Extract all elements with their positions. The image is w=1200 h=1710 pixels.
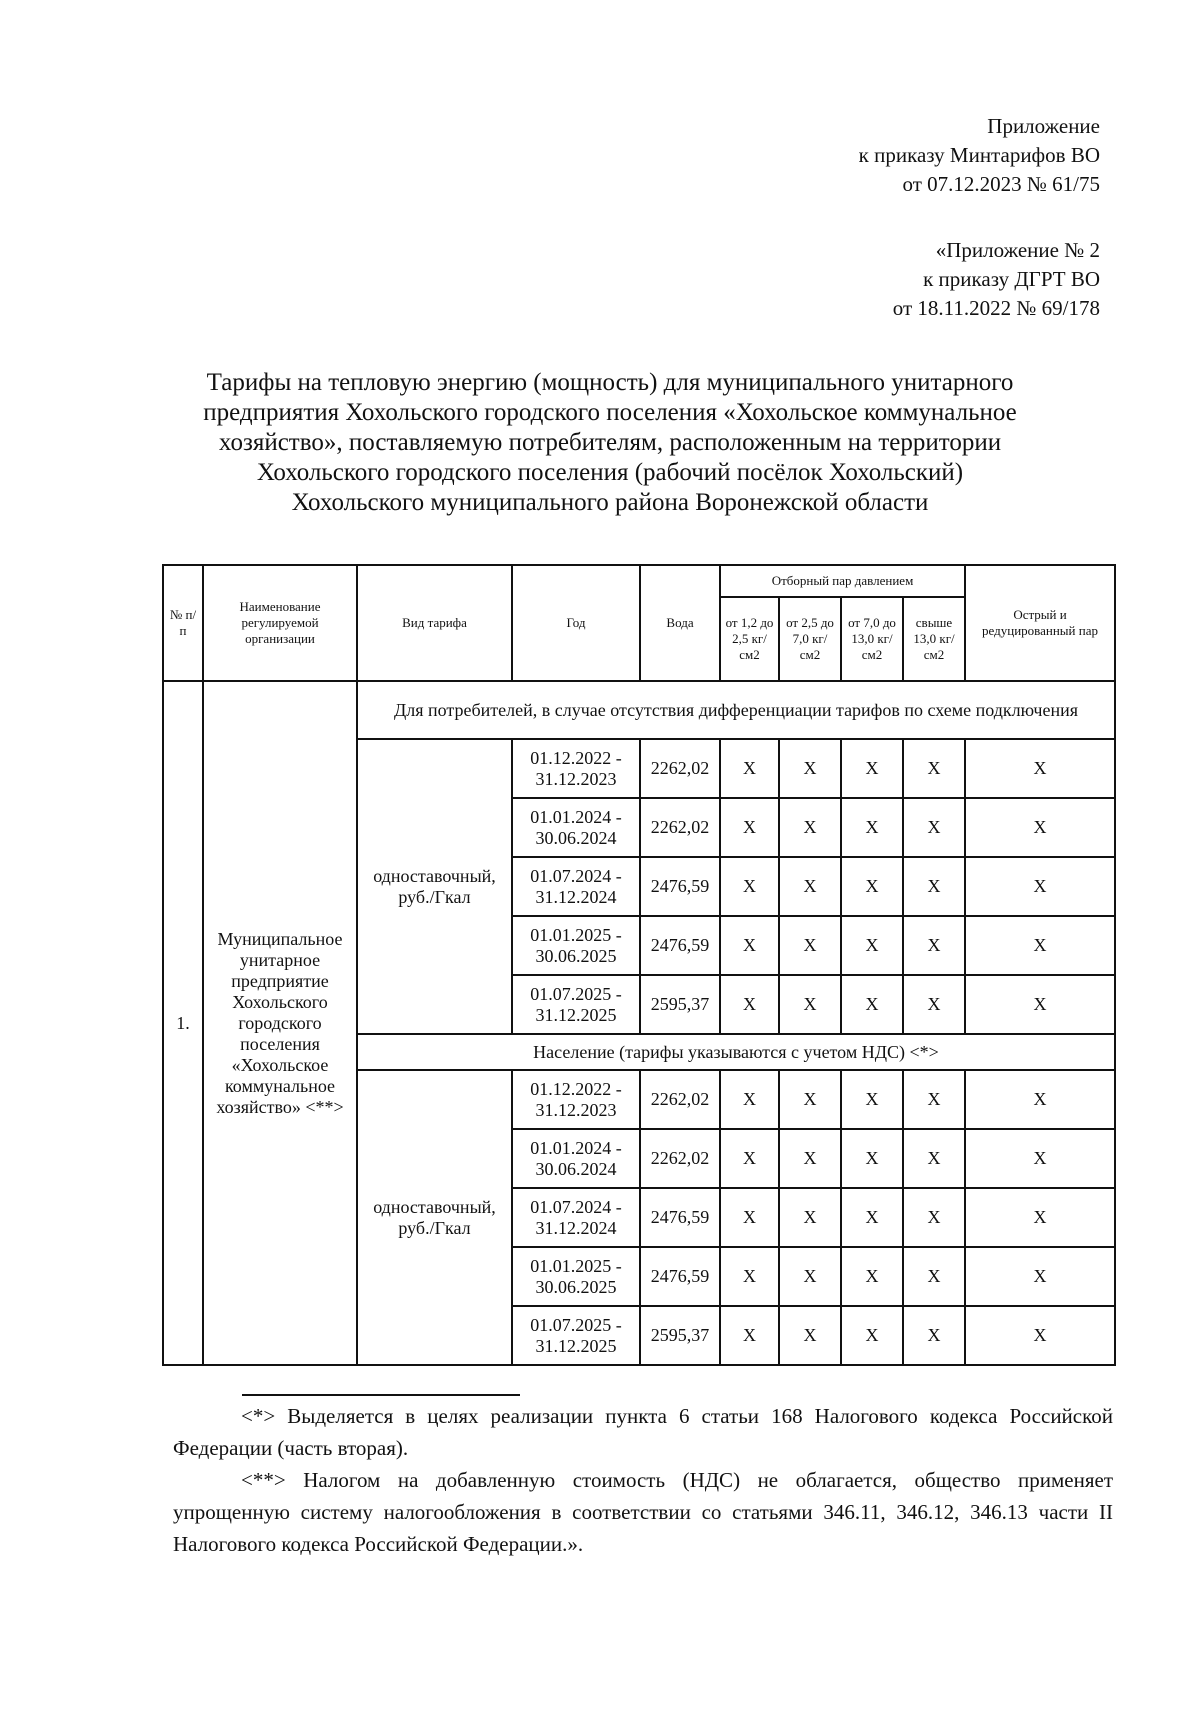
p4-cell: X bbox=[903, 1247, 965, 1306]
year-cell: 01.01.2024 - 30.06.2024 bbox=[512, 1129, 640, 1188]
water-cell: 2262,02 bbox=[640, 1129, 720, 1188]
year-cell: 01.12.2022 - 31.12.2023 bbox=[512, 739, 640, 798]
p2-cell: X bbox=[779, 1070, 841, 1129]
section2-title: Население (тарифы указываются с учетом НДС) <*> bbox=[357, 1034, 1115, 1070]
p1-cell: X bbox=[720, 1188, 779, 1247]
water-cell: 2262,02 bbox=[640, 798, 720, 857]
p2-cell: X bbox=[779, 1188, 841, 1247]
title-line-2: предприятия Хохольского городского поселения «Хохольское коммунальное bbox=[203, 399, 1017, 426]
p1-cell: X bbox=[720, 857, 779, 916]
p1-cell: X bbox=[720, 1129, 779, 1188]
p4-cell: X bbox=[903, 739, 965, 798]
sharp-cell: X bbox=[965, 857, 1115, 916]
p3-cell: X bbox=[841, 857, 903, 916]
p4-cell: X bbox=[903, 1306, 965, 1365]
p4-cell: X bbox=[903, 916, 965, 975]
title-line-5: Хохольского муниципального района Воронежской области bbox=[291, 489, 929, 516]
water-cell: 2476,59 bbox=[640, 1247, 720, 1306]
water-cell: 2595,37 bbox=[640, 975, 720, 1034]
sharp-cell: X bbox=[965, 798, 1115, 857]
p2-cell: X bbox=[779, 1306, 841, 1365]
section2-tariff-type: одноставочный, руб./Гкал bbox=[357, 1070, 512, 1365]
appendix2-line: «Приложение № 2 bbox=[935, 238, 1100, 262]
p4-cell: X bbox=[903, 1188, 965, 1247]
p2-cell: X bbox=[779, 916, 841, 975]
year-cell: 01.01.2024 - 30.06.2024 bbox=[512, 798, 640, 857]
col-header-num: № п/п bbox=[163, 565, 203, 681]
year-cell: 01.07.2024 - 31.12.2024 bbox=[512, 1188, 640, 1247]
p3-cell: X bbox=[841, 1247, 903, 1306]
sharp-cell: X bbox=[965, 1129, 1115, 1188]
water-cell: 2476,59 bbox=[640, 857, 720, 916]
col-header-tariff-type: Вид тарифа bbox=[357, 565, 512, 681]
year-cell: 01.01.2025 - 30.06.2025 bbox=[512, 1247, 640, 1306]
year-cell: 01.12.2022 - 31.12.2023 bbox=[512, 1070, 640, 1129]
water-cell: 2476,59 bbox=[640, 916, 720, 975]
p1-cell: X bbox=[720, 1070, 779, 1129]
section1-tariff-type: одноставочный, руб./Гкал bbox=[357, 739, 512, 1034]
appendix2-header bbox=[893, 236, 1100, 323]
p1-cell: X bbox=[720, 798, 779, 857]
sharp-cell: X bbox=[965, 916, 1115, 975]
water-cell: 2476,59 bbox=[640, 1188, 720, 1247]
sharp-cell: X bbox=[965, 1070, 1115, 1129]
year-cell: 01.01.2025 - 30.06.2025 bbox=[512, 916, 640, 975]
row-number: 1. bbox=[163, 681, 203, 1365]
sharp-cell: X bbox=[965, 1247, 1115, 1306]
p1-cell: X bbox=[720, 916, 779, 975]
p1-cell: X bbox=[720, 975, 779, 1034]
section1-title: Для потребителей, в случае отсутствия дифференциации тарифов по схеме подключения bbox=[357, 681, 1115, 739]
p1-cell: X bbox=[720, 1247, 779, 1306]
year-cell: 01.07.2025 - 31.12.2025 bbox=[512, 975, 640, 1034]
sharp-cell: X bbox=[965, 1306, 1115, 1365]
water-cell: 2262,02 bbox=[640, 739, 720, 798]
footnotes bbox=[173, 1400, 1113, 1560]
col-header-sharp-steam: Острый и редуцированный пар bbox=[965, 565, 1115, 681]
p3-cell: X bbox=[841, 975, 903, 1034]
p2-cell: X bbox=[779, 857, 841, 916]
p1-cell: X bbox=[720, 739, 779, 798]
col-header-steam-group: Отборный пар давлением bbox=[720, 565, 965, 597]
col-header-water: Вода bbox=[640, 565, 720, 681]
col-header-p2: от 2,5 до 7,0 кг/см2 bbox=[779, 597, 841, 681]
col-header-year: Год bbox=[512, 565, 640, 681]
p4-cell: X bbox=[903, 798, 965, 857]
section-row bbox=[163, 681, 1115, 739]
p3-cell: X bbox=[841, 739, 903, 798]
col-header-org: Наименование регулируемой организации bbox=[203, 565, 357, 681]
appendix-header bbox=[859, 112, 1100, 199]
year-cell: 01.07.2025 - 31.12.2025 bbox=[512, 1306, 640, 1365]
p4-cell: X bbox=[903, 975, 965, 1034]
appendix-line: Приложение bbox=[987, 114, 1100, 138]
footnote-1: <*> Выделяется в целях реализации пункта 6 статьи 168 Налогового кодекса Российской Федерации (часть вторая). bbox=[173, 1404, 1113, 1460]
col-header-p1: от 1,2 до 2,5 кг/см2 bbox=[720, 597, 779, 681]
p3-cell: X bbox=[841, 798, 903, 857]
p2-cell: X bbox=[779, 975, 841, 1034]
document-title bbox=[150, 368, 1070, 518]
p2-cell: X bbox=[779, 1129, 841, 1188]
title-line-1: Тарифы на тепловую энергию (мощность) для муниципального унитарного bbox=[206, 369, 1014, 396]
p3-cell: X bbox=[841, 1188, 903, 1247]
appendix2-order-line: к приказу ДГРТ ВО bbox=[923, 267, 1100, 291]
p4-cell: X bbox=[903, 1129, 965, 1188]
water-cell: 2262,02 bbox=[640, 1070, 720, 1129]
year-cell: 01.07.2024 - 31.12.2024 bbox=[512, 857, 640, 916]
title-line-4: Хохольского городского поселения (рабочий посёлок Хохольский) bbox=[256, 459, 964, 486]
tariff-table bbox=[162, 564, 1116, 1366]
p3-cell: X bbox=[841, 1129, 903, 1188]
p4-cell: X bbox=[903, 1070, 965, 1129]
p2-cell: X bbox=[779, 798, 841, 857]
p1-cell: X bbox=[720, 1306, 779, 1365]
organization-name: Муниципальное унитарное предприятие Хохольского городского поселения «Хохольское коммунальное хозяйство» <**> bbox=[203, 681, 357, 1365]
p2-cell: X bbox=[779, 1247, 841, 1306]
p3-cell: X bbox=[841, 916, 903, 975]
sharp-cell: X bbox=[965, 1188, 1115, 1247]
col-header-p3: от 7,0 до 13,0 кг/см2 bbox=[841, 597, 903, 681]
water-cell: 2595,37 bbox=[640, 1306, 720, 1365]
appendix-order-line: к приказу Минтарифов ВО bbox=[858, 143, 1100, 167]
table-header-row bbox=[163, 565, 1115, 597]
p4-cell: X bbox=[903, 857, 965, 916]
sharp-cell: X bbox=[965, 975, 1115, 1034]
appendix-date-line: от 07.12.2023 № 61/75 bbox=[902, 172, 1100, 196]
footnote-divider bbox=[242, 1394, 520, 1396]
footnote-2: <**> Налогом на добавленную стоимость (НДС) не облагается, общество применяет упрощенную систему налогообложения в соответствии со статьями 346.11, 346.12, 346.13 части II Налогового кодекса Российской Федерации.». bbox=[173, 1468, 1113, 1556]
col-header-p4: свыше 13,0 кг/см2 bbox=[903, 597, 965, 681]
p3-cell: X bbox=[841, 1306, 903, 1365]
p3-cell: X bbox=[841, 1070, 903, 1129]
p2-cell: X bbox=[779, 739, 841, 798]
sharp-cell: X bbox=[965, 739, 1115, 798]
title-line-3: хозяйство», поставляемую потребителям, расположенным на территории bbox=[218, 429, 1002, 456]
appendix2-date-line: от 18.11.2022 № 69/178 bbox=[892, 296, 1100, 320]
